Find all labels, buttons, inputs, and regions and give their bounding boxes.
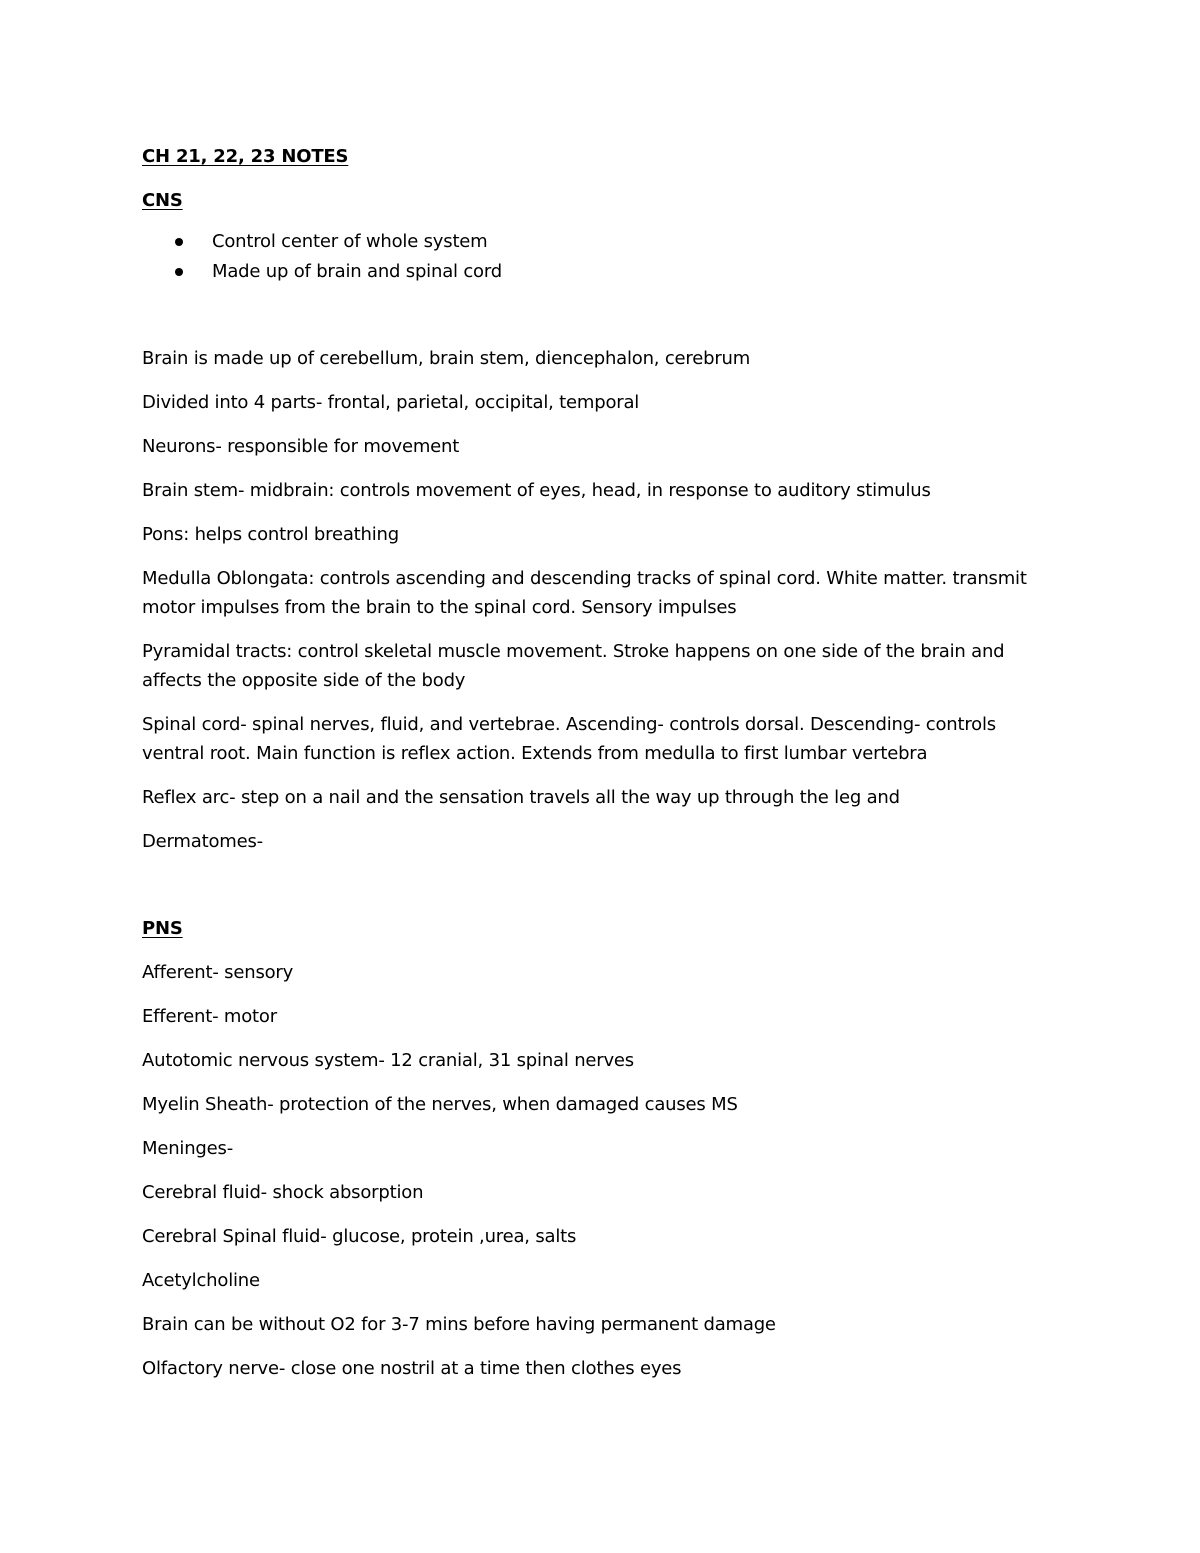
pns-paragraph: Cerebral fluid- shock absorption <box>142 1182 424 1203</box>
pns-paragraph: Acetylcholine <box>142 1270 260 1291</box>
cns-paragraph: Pons: helps control breathing <box>142 524 399 545</box>
document-title: CH 21, 22, 23 NOTES <box>142 146 349 167</box>
pns-paragraph: Olfactory nerve- close one nostril at a time then clothes eyes <box>142 1358 682 1379</box>
document-body <box>142 142 1062 1398</box>
pns-paragraph: Brain can be without O2 for 3-7 mins before having permanent damage <box>142 1314 776 1335</box>
pns-paragraph: Meninges- <box>142 1138 233 1159</box>
cns-paragraph: Divided into 4 parts- frontal, parietal, occipital, temporal <box>142 392 640 413</box>
cns-paragraph: Brain stem- midbrain: controls movement of eyes, head, in response to auditory stimulus <box>142 480 931 501</box>
cns-paragraph: Brain is made up of cerebellum, brain stem, diencephalon, cerebrum <box>142 348 751 369</box>
bullet-dot-icon <box>175 238 183 246</box>
bullet-text: Made up of brain and spinal cord <box>212 261 502 282</box>
bullet-text: Control center of whole system <box>212 231 488 252</box>
bullet-item <box>142 257 1062 287</box>
pns-paragraph: Afferent- sensory <box>142 962 294 983</box>
cns-paragraph: Dermatomes- <box>142 831 263 852</box>
section-heading-pns: PNS <box>142 918 183 939</box>
section-spacer <box>142 871 1062 914</box>
pns-paragraph: Cerebral Spinal fluid- glucose, protein ,urea, salts <box>142 1226 577 1247</box>
section-heading-cns: CNS <box>142 190 183 211</box>
cns-paragraph: Medulla Oblongata: controls ascending and descending tracks of spinal cord. White matter. transmit motor impulses from the brain to the spinal cord. Sensory impulses <box>142 568 1027 618</box>
pns-paragraph: Efferent- motor <box>142 1006 277 1027</box>
pns-paragraph: Autotomic nervous system- 12 cranial, 31 spinal nerves <box>142 1050 634 1071</box>
bullet-item <box>142 227 1062 257</box>
cns-bullet-list <box>142 227 1062 287</box>
cns-paragraph: Reflex arc- step on a nail and the sensation travels all the way up through the leg and <box>142 787 900 808</box>
cns-paragraph: Spinal cord- spinal nerves, fluid, and vertebrae. Ascending- controls dorsal. Descending- controls ventral root. Main function is reflex action. Extends from medulla to first lumbar vertebra <box>142 714 996 764</box>
bullet-dot-icon <box>175 268 183 276</box>
cns-paragraph: Neurons- responsible for movement <box>142 436 460 457</box>
pns-paragraph: Myelin Sheath- protection of the nerves, when damaged causes MS <box>142 1094 738 1115</box>
cns-paragraph: Pyramidal tracts: control skeletal muscle movement. Stroke happens on one side of the brain and affects the opposite side of the body <box>142 641 1005 691</box>
